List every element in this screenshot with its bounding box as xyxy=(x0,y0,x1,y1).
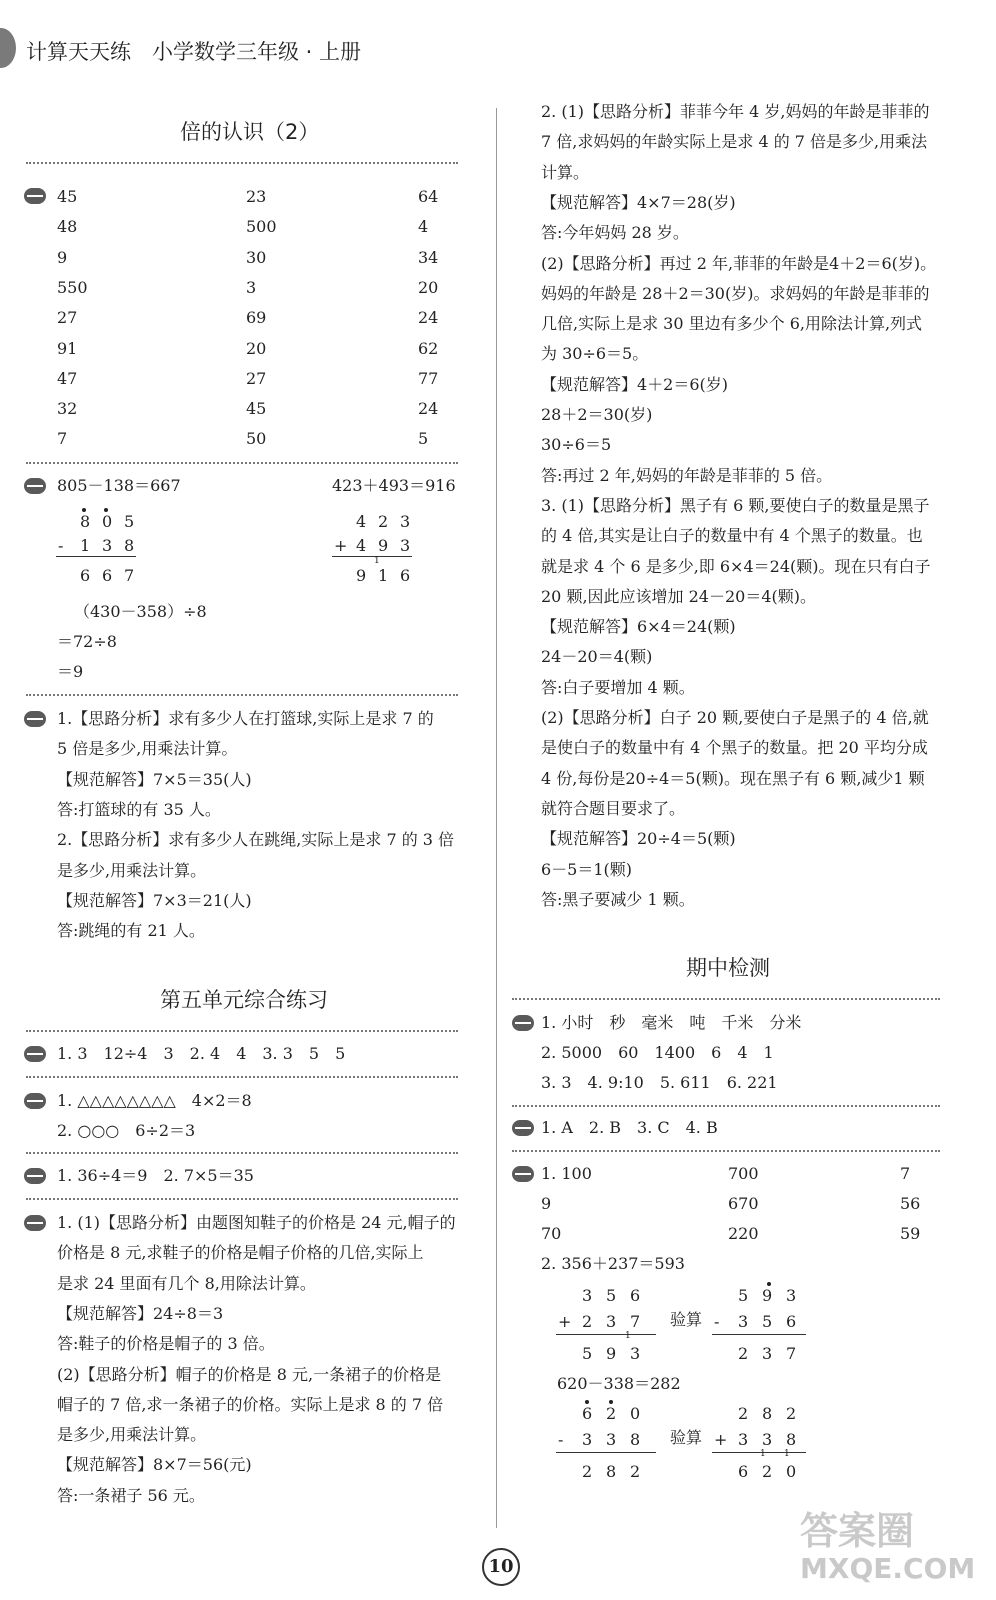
carry-digit: 1 xyxy=(625,1331,631,1341)
grid-cell: 24 xyxy=(418,308,439,328)
digit: 2 xyxy=(582,1462,593,1481)
digit: 9 xyxy=(356,566,367,585)
digit: 5 xyxy=(762,1312,773,1331)
digit: 6 xyxy=(738,1462,749,1481)
operator: + xyxy=(334,536,348,555)
digit: 3 xyxy=(606,1312,617,1331)
digit: 4 xyxy=(356,512,367,531)
header-title: 计算天天练 小学数学三年级 · 上册 xyxy=(26,40,362,64)
text-line: 答:跳绳的有 21 人。 xyxy=(57,921,205,941)
answer-line: 2. ○○○ 6÷2＝3 xyxy=(57,1121,196,1140)
grid-cell: 9 xyxy=(541,1194,552,1213)
part-1-badge-icon xyxy=(512,1015,534,1031)
grid-cell: 7 xyxy=(900,1164,911,1183)
text-line: (2)【思路分析】白子 20 颗,要使白子是黑子的 4 倍,就 xyxy=(541,708,929,727)
header-logo xyxy=(0,28,16,68)
sum-line xyxy=(556,1334,656,1335)
grid-cell: 62 xyxy=(418,338,439,358)
digit: 5 xyxy=(606,1286,617,1305)
grid-cell: 3 xyxy=(246,277,257,297)
carry-digit: 1 xyxy=(374,556,380,566)
digit: 2 xyxy=(378,512,389,531)
step-line: ＝9 xyxy=(57,662,84,681)
digit: 7 xyxy=(630,1312,641,1331)
digit: 2 xyxy=(630,1462,641,1481)
digit: 8 xyxy=(80,512,91,531)
text-line: 是使白子的数量中有 4 个黑子的数量。把 20 平均分成 xyxy=(541,738,928,758)
text-line: 答:一条裙子 56 元。 xyxy=(57,1485,205,1505)
text-line: 【规范解答】7×3＝21(人) xyxy=(57,890,252,910)
part-3-badge-icon xyxy=(24,711,46,727)
grid-cell: 30 xyxy=(246,247,267,267)
operator: - xyxy=(558,1430,564,1449)
digit: 3 xyxy=(582,1286,593,1305)
grid-cell: 700 xyxy=(728,1164,759,1183)
grid-cell: 70 xyxy=(541,1224,562,1243)
grid-cell: 91 xyxy=(57,338,78,358)
text-line: 【规范解答】20÷4＝5(颗) xyxy=(541,829,736,849)
sum-line xyxy=(56,556,136,557)
digit: 6 xyxy=(102,566,113,585)
grid-cell: 50 xyxy=(246,429,267,449)
grid-cell: 7 xyxy=(57,429,68,449)
equation: 2. 356＋237＝593 xyxy=(541,1254,685,1273)
part-4-badge-icon xyxy=(24,1215,46,1231)
text-line: 答:打篮球的有 35 人。 xyxy=(57,799,221,819)
text-line: 7 倍,求妈妈的年龄实际上是求 4 的 7 倍是多少,用乘法 xyxy=(541,132,928,152)
verify-label: 验算 xyxy=(670,1428,703,1447)
sum-line xyxy=(712,1452,806,1453)
text-line: 【规范解答】7×5＝35(人) xyxy=(57,769,252,789)
text-line: 1. (1)【思路分析】由题图知鞋子的价格是 24 元,帽子的 xyxy=(57,1213,456,1232)
grid-cell: 220 xyxy=(728,1224,759,1243)
dotted-divider xyxy=(26,1198,458,1200)
part-3-badge-icon xyxy=(512,1166,534,1182)
answer-line: 3. 3 4. 9:10 5. 611 6. 221 xyxy=(541,1073,778,1092)
part-1-badge-icon xyxy=(24,188,46,204)
grid-cell: 64 xyxy=(418,187,439,206)
dotted-divider xyxy=(512,1105,940,1107)
dotted-divider xyxy=(26,1030,458,1032)
digit: 0 xyxy=(630,1404,641,1423)
sum-line xyxy=(712,1334,806,1335)
grid-cell: 59 xyxy=(900,1224,921,1243)
part-1-badge-icon xyxy=(24,1046,46,1062)
part-2-badge-icon xyxy=(512,1120,534,1136)
grid-cell: 20 xyxy=(418,277,439,297)
verify-label: 验算 xyxy=(670,1310,703,1329)
digit: 3 xyxy=(762,1344,773,1363)
digit: 8 xyxy=(786,1430,797,1449)
text-line: 4 份,每份是20÷4＝5(颗)。现在黑子有 6 颗,减少1 颗 xyxy=(541,768,925,788)
text-line: 2. (1)【思路分析】菲菲今年 4 岁,妈妈的年龄是菲菲的 xyxy=(541,102,930,121)
text-line: 6－5＝1(颗) xyxy=(541,859,633,879)
digit: 3 xyxy=(762,1430,773,1449)
grid-cell: 27 xyxy=(57,308,78,328)
text-line: 2.【思路分析】求有多少人在跳绳,实际上是求 7 的 3 倍 xyxy=(57,830,455,850)
digit: 9 xyxy=(762,1286,773,1305)
text-line: 是求 24 里面有几个 8,用除法计算。 xyxy=(57,1273,316,1293)
digit: 2 xyxy=(786,1404,797,1423)
text-line: 几倍,实际上是求 30 里边有多少个 6,用除法计算,列式 xyxy=(541,314,923,334)
text-line: 【规范解答】4×7＝28(岁) xyxy=(541,192,736,212)
digit: 8 xyxy=(606,1462,617,1481)
carry-digit: 1 xyxy=(784,1449,790,1459)
text-line: 答:白子要增加 4 颗。 xyxy=(541,677,695,697)
text-line: (2)【思路分析】帽子的价格是 8 元,一条裙子的价格是 xyxy=(57,1364,442,1384)
text-line: 答:鞋子的价格是帽子的 3 倍。 xyxy=(57,1334,275,1354)
digit: 3 xyxy=(582,1430,593,1449)
text-line: 【规范解答】4＋2＝6(岁) xyxy=(541,374,729,394)
text-line: 【规范解答】6×4＝24(颗) xyxy=(541,617,736,637)
digit: 2 xyxy=(738,1344,749,1363)
step-line: ＝72÷8 xyxy=(57,632,117,651)
digit: 6 xyxy=(630,1286,641,1305)
borrow-dot xyxy=(104,508,108,512)
borrow-dot xyxy=(767,1282,771,1286)
grid-cell: 5 xyxy=(418,429,429,449)
borrow-dot xyxy=(609,1400,613,1404)
sum-line xyxy=(556,1452,656,1453)
text-line: 5 倍是多少,用乘法计算。 xyxy=(57,739,238,759)
grid-cell: 4 xyxy=(418,217,429,237)
digit: 5 xyxy=(738,1286,749,1305)
digit: 7 xyxy=(786,1344,797,1363)
digit: 5 xyxy=(582,1344,593,1363)
text-line: 就符合题目要求了。 xyxy=(541,798,686,818)
text-line: 20 颗,因此应该增加 24－20＝4(颗)。 xyxy=(541,586,817,606)
digit: 3 xyxy=(738,1430,749,1449)
answer-line: 1. 36÷4＝9 2. 7×5＝35 xyxy=(57,1166,254,1185)
grid-cell: 550 xyxy=(57,277,88,297)
borrow-dot xyxy=(82,508,86,512)
digit: 3 xyxy=(786,1286,797,1305)
grid-cell: 56 xyxy=(900,1194,921,1213)
text-line: 答:再过 2 年,妈妈的年龄是菲菲的 5 倍。 xyxy=(541,465,833,485)
digit: 7 xyxy=(124,566,135,585)
grid-cell: 500 xyxy=(246,217,277,237)
dotted-divider xyxy=(26,694,458,696)
digit: 1 xyxy=(80,536,91,555)
digit: 2 xyxy=(606,1404,617,1423)
digit: 2 xyxy=(582,1312,593,1331)
grid-cell: 670 xyxy=(728,1194,759,1213)
dotted-divider xyxy=(26,1152,458,1154)
section-title-3: 期中检测 xyxy=(686,956,770,980)
grid-cell: 27 xyxy=(246,368,267,388)
digit: 8 xyxy=(124,536,135,555)
text-line: 【规范解答】24÷8＝3 xyxy=(57,1303,224,1323)
grid-cell: 34 xyxy=(418,247,439,267)
answer-line: 1. △△△△△△△△ 4×2＝8 xyxy=(57,1091,252,1110)
part-2-badge-icon xyxy=(24,478,46,494)
text-line: 1.【思路分析】求有多少人在打篮球,实际上是求 7 的 xyxy=(57,709,434,728)
digit: 3 xyxy=(630,1344,641,1363)
grid-cell: 45 xyxy=(246,399,267,419)
digit: 2 xyxy=(738,1404,749,1423)
grid-cell: 47 xyxy=(57,368,78,388)
digit: 8 xyxy=(762,1404,773,1423)
grid-cell: 45 xyxy=(57,187,78,206)
grid-cell: 69 xyxy=(246,308,267,328)
grid-cell: 32 xyxy=(57,399,78,419)
digit: 3 xyxy=(400,512,411,531)
digit: 0 xyxy=(786,1462,797,1481)
text-line: 答:黑子要减少 1 颗。 xyxy=(541,889,695,909)
part-2-badge-icon xyxy=(24,1093,46,1109)
answer-line: 1. 小时 秒 毫米 吨 千米 分米 xyxy=(541,1013,802,1032)
digit: 6 xyxy=(786,1312,797,1331)
digit: 1 xyxy=(378,566,389,585)
dotted-divider xyxy=(26,162,458,164)
text-line: 答:今年妈妈 28 岁。 xyxy=(541,223,689,243)
answer-line: 2. 5000 60 1400 6 4 1 xyxy=(541,1043,774,1062)
text-line: 28＋2＝30(岁) xyxy=(541,405,653,424)
text-line: 就是求 4 个 6 是多少,即 6×4＝24(颗)。现在只有白子 xyxy=(541,556,931,576)
text-line: 【规范解答】8×7＝56(元) xyxy=(57,1455,252,1475)
digit: 6 xyxy=(400,566,411,585)
text-line: 为 30÷6＝5。 xyxy=(541,344,649,364)
operator: + xyxy=(558,1312,572,1331)
operator: - xyxy=(714,1312,720,1331)
step-line: （430－358）÷8 xyxy=(74,602,207,621)
text-line: 24－20＝4(颗) xyxy=(541,647,653,667)
grid-cell: 20 xyxy=(246,338,267,358)
grid-cell: 48 xyxy=(57,217,78,237)
operator: + xyxy=(714,1430,728,1449)
text-line: 3. (1)【思路分析】黑子有 6 颗,要使白子的数量是黑子 xyxy=(541,495,930,515)
digit: 2 xyxy=(762,1462,773,1481)
digit: 9 xyxy=(606,1344,617,1363)
watermark-logo: 答案圈 xyxy=(800,1509,915,1553)
grid-cell: 24 xyxy=(418,399,439,419)
digit: 3 xyxy=(400,536,411,555)
section-title-2: 第五单元综合练习 xyxy=(160,988,328,1012)
text-line: 妈妈的年龄是 28＋2＝30(岁)。求妈妈的年龄是菲菲的 xyxy=(541,283,930,303)
text-line: 是多少,用乘法计算。 xyxy=(57,1425,207,1445)
digit: 5 xyxy=(124,512,135,531)
column-divider xyxy=(496,108,497,1528)
equation: 805－138＝667 xyxy=(57,476,181,495)
borrow-dot xyxy=(585,1400,589,1404)
grid-cell: 9 xyxy=(57,247,68,267)
answer-line: 1. 3 12÷4 3 2. 4 4 3. 3 5 5 xyxy=(57,1044,346,1063)
digit: 8 xyxy=(630,1430,641,1449)
dotted-divider xyxy=(512,998,940,1000)
grid-cell: 77 xyxy=(418,368,439,388)
watermark-url: MXQE.COM xyxy=(800,1552,976,1585)
carry-digit: 1 xyxy=(760,1449,766,1459)
text-line: 帽子的 7 倍,求一条裙子的价格。实际上是求 8 的 7 倍 xyxy=(57,1394,444,1414)
operator: - xyxy=(58,536,64,555)
digit: 0 xyxy=(102,512,113,531)
text-line: 是多少,用乘法计算。 xyxy=(57,860,207,880)
text-line: 30÷6＝5 xyxy=(541,435,612,455)
text-line: 价格是 8 元,求鞋子的价格是帽子价格的几倍,实际上 xyxy=(57,1243,424,1263)
page-number: 10 xyxy=(482,1548,520,1586)
grid-cell: 23 xyxy=(246,187,267,206)
digit: 9 xyxy=(378,536,389,555)
digit: 3 xyxy=(102,536,113,555)
digit: 6 xyxy=(80,566,91,585)
dotted-divider xyxy=(26,462,458,464)
digit: 3 xyxy=(606,1430,617,1449)
section-title-1: 倍的认识（2） xyxy=(180,120,320,144)
text-line: 计算。 xyxy=(541,162,590,182)
part-3-badge-icon xyxy=(24,1168,46,1184)
dotted-divider xyxy=(26,1076,458,1078)
text-line: 的 4 倍,其实是让白子的数量中有 4 个黑子的数量。也 xyxy=(541,526,923,546)
equation: 620－338＝282 xyxy=(557,1374,681,1393)
grid-cell: 1. 100 xyxy=(541,1164,592,1183)
sum-line xyxy=(332,556,412,557)
answer-line: 1. A 2. B 3. C 4. B xyxy=(541,1118,718,1137)
digit: 4 xyxy=(356,536,367,555)
digit: 6 xyxy=(582,1404,593,1423)
digit: 3 xyxy=(738,1312,749,1331)
equation: 423＋493＝916 xyxy=(332,476,456,495)
dotted-divider xyxy=(512,1150,940,1152)
text-line: (2)【思路分析】再过 2 年,菲菲的年龄是4＋2＝6(岁)。 xyxy=(541,253,937,273)
